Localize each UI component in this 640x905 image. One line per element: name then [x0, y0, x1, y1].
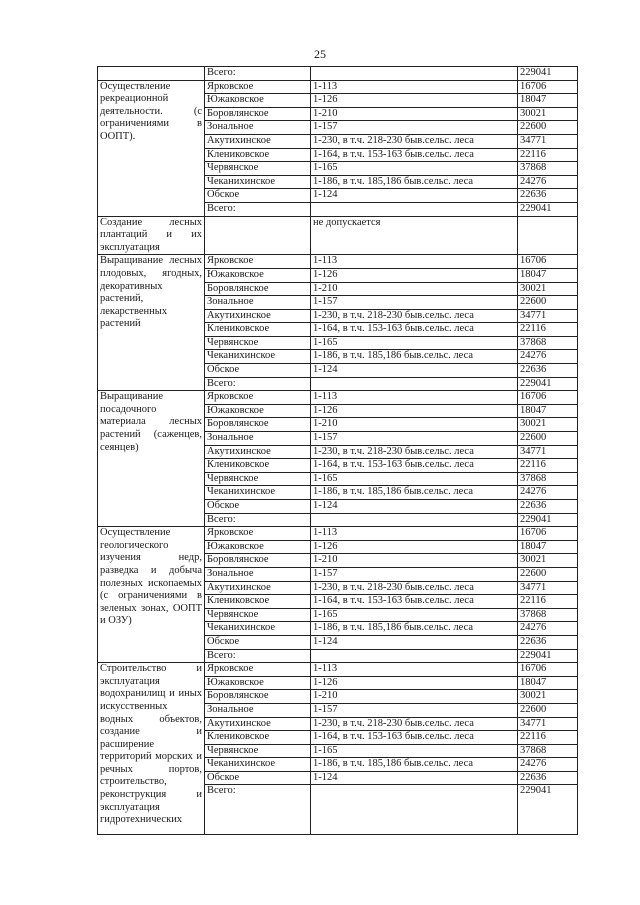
district-area: 18047 [518, 268, 578, 282]
district-name [205, 216, 311, 255]
quarter-numbers: 1-165 [311, 744, 518, 758]
district-area: 18047 [518, 540, 578, 554]
quarter-numbers: 1-124 [311, 771, 518, 785]
district-name: Клениковское [205, 323, 311, 337]
district-area: 16706 [518, 255, 578, 269]
district-name: Ярковское [205, 527, 311, 541]
quarter-numbers: 1-157 [311, 703, 518, 717]
quarter-numbers: 1-230, в т.ч. 218-230 быв.сельс. леса [311, 581, 518, 595]
district-name: Червянское [205, 162, 311, 176]
activity-cell: Осуществление геологического изучения недр, разведка и добыча полезных ископаемых (с ограничениями в зеленых зонах, ООПТ и ОЗУ) [98, 527, 205, 663]
district-area: 22636 [518, 189, 578, 203]
district-name: Червянское [205, 472, 311, 486]
quarter-numbers: 1-210 [311, 690, 518, 704]
quarter-numbers: 1-113 [311, 80, 518, 94]
district-area: 22116 [518, 459, 578, 473]
quarter-numbers: 1-126 [311, 404, 518, 418]
district-name: Южаковское [205, 540, 311, 554]
page-number: 25 [314, 47, 326, 61]
total-area: 229041 [518, 513, 578, 527]
district-name: Боровлянское [205, 418, 311, 432]
total-quarters [311, 649, 518, 663]
total-area: 229041 [518, 377, 578, 391]
quarter-numbers: 1-124 [311, 635, 518, 649]
district-name: Ярковское [205, 80, 311, 94]
district-name: Клениковское [205, 148, 311, 162]
district-name: Чеканихинское [205, 622, 311, 636]
district-row [98, 80, 578, 94]
quarter-numbers: 1-210 [311, 107, 518, 121]
district-name: Червянское [205, 336, 311, 350]
quarter-numbers: 1-230, в т.ч. 218-230 быв.сельс. леса [311, 134, 518, 148]
district-name: Ярковское [205, 663, 311, 677]
district-name: Южаковское [205, 404, 311, 418]
district-area: 22636 [518, 635, 578, 649]
quarter-numbers: 1-126 [311, 540, 518, 554]
district-name: Зональное [205, 567, 311, 581]
district-name: Обское [205, 189, 311, 203]
district-area: 22116 [518, 148, 578, 162]
district-name: Акутихинское [205, 309, 311, 323]
quarter-numbers: 1-164, в т.ч. 153-163 быв.сельс. леса [311, 731, 518, 745]
district-name: Обское [205, 771, 311, 785]
district-name: Зональное [205, 121, 311, 135]
district-area: 22600 [518, 567, 578, 581]
district-row [98, 527, 578, 541]
total-label: Всего: [205, 202, 311, 216]
district-area: 30021 [518, 554, 578, 568]
district-area: 34771 [518, 581, 578, 595]
district-area: 18047 [518, 94, 578, 108]
district-name: Клениковское [205, 595, 311, 609]
total-label: Всего: [205, 513, 311, 527]
district-area: 30021 [518, 107, 578, 121]
district-area: 24276 [518, 758, 578, 772]
district-name: Червянское [205, 608, 311, 622]
quarter-numbers: 1-186, в т.ч. 185,186 быв.сельс. леса [311, 622, 518, 636]
district-name: Червянское [205, 744, 311, 758]
district-name: Чеканихинское [205, 758, 311, 772]
district-area: 16706 [518, 80, 578, 94]
district-area: 30021 [518, 690, 578, 704]
quarter-numbers: 1-230, в т.ч. 218-230 быв.сельс. леса [311, 717, 518, 731]
district-area [518, 216, 578, 255]
district-name: Южаковское [205, 94, 311, 108]
district-area: 22600 [518, 296, 578, 310]
quarter-numbers: 1-113 [311, 391, 518, 405]
quarter-numbers: 1-210 [311, 418, 518, 432]
district-area: 22600 [518, 432, 578, 446]
district-area: 16706 [518, 527, 578, 541]
activity-cell: Строительство и эксплуатация водохранилищ и иных искусственных водных объектов, создание и расширение территорий морских и речных портов, строительство, реконструкция и эксплуатация гидротехнических [98, 663, 205, 835]
quarter-numbers: 1-124 [311, 500, 518, 514]
district-name: Южаковское [205, 268, 311, 282]
quarter-numbers: 1-186, в т.ч. 185,186 быв.сельс. леса [311, 758, 518, 772]
total-quarters [311, 202, 518, 216]
total-row [98, 67, 578, 81]
district-area: 22636 [518, 500, 578, 514]
quarter-numbers: 1-164, в т.ч. 153-163 быв.сельс. леса [311, 595, 518, 609]
quarter-numbers: 1-164, в т.ч. 153-163 быв.сельс. леса [311, 323, 518, 337]
total-area: 229041 [518, 202, 578, 216]
district-area: 30021 [518, 282, 578, 296]
district-name: Боровлянское [205, 690, 311, 704]
district-row [98, 255, 578, 269]
total-label: Всего: [205, 785, 311, 835]
district-area: 24276 [518, 622, 578, 636]
quarter-numbers: 1-165 [311, 336, 518, 350]
quarter-numbers: 1-113 [311, 527, 518, 541]
district-area: 22636 [518, 771, 578, 785]
district-area: 30021 [518, 418, 578, 432]
district-area: 22600 [518, 703, 578, 717]
district-name: Акутихинское [205, 717, 311, 731]
district-area: 24276 [518, 486, 578, 500]
quarter-numbers: 1-186, в т.ч. 185,186 быв.сельс. леса [311, 350, 518, 364]
total-label: Всего: [205, 377, 311, 391]
district-area: 22116 [518, 323, 578, 337]
district-name: Зональное [205, 296, 311, 310]
district-area: 37868 [518, 472, 578, 486]
quarter-numbers: 1-126 [311, 676, 518, 690]
quarter-numbers: 1-165 [311, 472, 518, 486]
total-label: Всего: [205, 67, 311, 81]
quarter-numbers: 1-165 [311, 162, 518, 176]
total-area: 229041 [518, 67, 578, 81]
activity-cell: Выращивание посадочного материала лесных растений (саженцев, сеянцев) [98, 391, 205, 527]
forbidden-note: не допускается [311, 216, 518, 255]
district-area: 22600 [518, 121, 578, 135]
forbidden-row [98, 216, 578, 255]
district-name: Обское [205, 635, 311, 649]
total-area: 229041 [518, 649, 578, 663]
quarter-numbers: 1-157 [311, 432, 518, 446]
district-name: Обское [205, 500, 311, 514]
district-area: 22116 [518, 731, 578, 745]
district-area: 34771 [518, 445, 578, 459]
quarter-numbers: 1-126 [311, 94, 518, 108]
quarter-numbers: 1-165 [311, 608, 518, 622]
district-area: 24276 [518, 350, 578, 364]
district-name: Акутихинское [205, 445, 311, 459]
quarter-numbers: 1-157 [311, 567, 518, 581]
district-name: Акутихинское [205, 581, 311, 595]
total-quarters [311, 67, 518, 81]
district-name: Боровлянское [205, 554, 311, 568]
district-name: Ярковское [205, 391, 311, 405]
quarter-numbers: 1-113 [311, 663, 518, 677]
district-area: 22116 [518, 595, 578, 609]
district-name: Чеканихинское [205, 175, 311, 189]
quarter-numbers: 1-113 [311, 255, 518, 269]
quarter-numbers: 1-164, в т.ч. 153-163 быв.сельс. леса [311, 148, 518, 162]
district-name: Южаковское [205, 676, 311, 690]
quarter-numbers: 1-186, в т.ч. 185,186 быв.сельс. леса [311, 486, 518, 500]
district-name: Обское [205, 364, 311, 378]
district-name: Боровлянское [205, 282, 311, 296]
district-name: Клениковское [205, 731, 311, 745]
district-name: Клениковское [205, 459, 311, 473]
forest-use-table [97, 66, 578, 835]
quarter-numbers: 1-126 [311, 268, 518, 282]
district-area: 16706 [518, 391, 578, 405]
quarter-numbers: 1-157 [311, 121, 518, 135]
district-name: Акутихинское [205, 134, 311, 148]
total-quarters [311, 513, 518, 527]
quarter-numbers: 1-157 [311, 296, 518, 310]
district-row [98, 663, 578, 677]
district-area: 34771 [518, 717, 578, 731]
total-quarters [311, 377, 518, 391]
district-name: Зональное [205, 432, 311, 446]
total-label: Всего: [205, 649, 311, 663]
quarter-numbers: 1-230, в т.ч. 218-230 быв.сельс. леса [311, 309, 518, 323]
district-area: 34771 [518, 134, 578, 148]
district-name: Чеканихинское [205, 350, 311, 364]
total-quarters [311, 785, 518, 835]
district-area: 16706 [518, 663, 578, 677]
quarter-numbers: 1-186, в т.ч. 185,186 быв.сельс. леса [311, 175, 518, 189]
district-area: 18047 [518, 676, 578, 690]
district-area: 34771 [518, 309, 578, 323]
quarter-numbers: 1-124 [311, 364, 518, 378]
district-area: 37868 [518, 608, 578, 622]
district-name: Ярковское [205, 255, 311, 269]
district-area: 37868 [518, 744, 578, 758]
district-name: Чеканихинское [205, 486, 311, 500]
activity-cell: Выращивание лесных плодовых, ягодных, декоративных растений, лекарственных растений [98, 255, 205, 391]
district-name: Боровлянское [205, 107, 311, 121]
activity-cell: Создание лесных плантаций и их эксплуатация [98, 216, 205, 255]
district-area: 37868 [518, 336, 578, 350]
quarter-numbers: 1-230, в т.ч. 218-230 быв.сельс. леса [311, 445, 518, 459]
quarter-numbers: 1-210 [311, 282, 518, 296]
district-area: 18047 [518, 404, 578, 418]
district-area: 37868 [518, 162, 578, 176]
quarter-numbers: 1-210 [311, 554, 518, 568]
total-area: 229041 [518, 785, 578, 835]
district-area: 22636 [518, 364, 578, 378]
district-row [98, 391, 578, 405]
district-area: 24276 [518, 175, 578, 189]
quarter-numbers: 1-124 [311, 189, 518, 203]
district-name: Зональное [205, 703, 311, 717]
activity-cell: Осуществление рекреационной деятельности. (с ограничениями в ООПТ). [98, 80, 205, 216]
activity-cell [98, 67, 205, 81]
quarter-numbers: 1-164, в т.ч. 153-163 быв.сельс. леса [311, 459, 518, 473]
